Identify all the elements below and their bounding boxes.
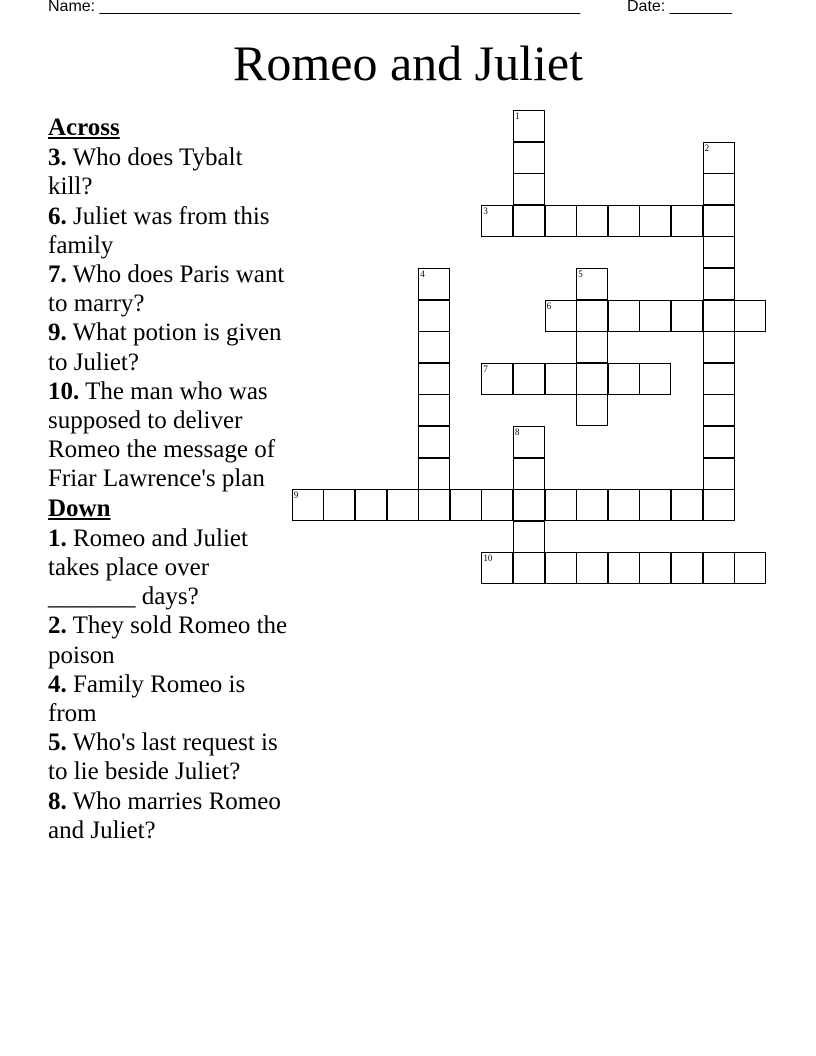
grid-cell[interactable] (576, 331, 608, 363)
grid-cell[interactable] (418, 426, 450, 458)
grid-cell[interactable] (671, 489, 703, 521)
grid-cell[interactable] (513, 142, 545, 174)
grid-cell[interactable] (671, 552, 703, 584)
name-field[interactable]: Name: ______________________________________________________ (48, 0, 581, 15)
grid-cell[interactable] (703, 331, 735, 363)
clue-number: 10. (48, 377, 80, 405)
grid-cell[interactable] (639, 363, 671, 395)
clue-text: What potion is given to Juliet? (48, 319, 282, 376)
grid-cell[interactable] (418, 394, 450, 426)
grid-cell[interactable] (576, 489, 608, 521)
grid-cell[interactable] (703, 142, 735, 174)
grid-cell[interactable] (418, 458, 450, 490)
grid-cell[interactable] (639, 552, 671, 584)
grid-cell[interactable] (513, 521, 545, 553)
down-clue (48, 728, 293, 786)
grid-cell[interactable] (545, 552, 577, 584)
grid-cell[interactable] (703, 458, 735, 490)
clue-number: 3. (48, 144, 67, 172)
grid-cell[interactable] (355, 489, 387, 521)
cell-number: 8 (515, 427, 520, 437)
grid-cell[interactable] (481, 363, 513, 395)
down-clue (48, 787, 293, 845)
cell-number: 6 (546, 300, 552, 311)
grid-cell[interactable] (639, 489, 671, 521)
clue-number: 5. (48, 729, 67, 757)
grid-cell[interactable] (576, 300, 608, 332)
grid-cell[interactable] (513, 489, 545, 521)
grid-cell[interactable] (576, 552, 608, 584)
down-clues (48, 524, 293, 845)
clue-text: Who marries Romeo and Juliet? (48, 787, 281, 844)
clue-text: They sold Romeo the poison (48, 612, 288, 669)
across-heading: Across (48, 114, 120, 141)
grid-cell[interactable] (576, 205, 608, 237)
grid-cell[interactable] (703, 173, 735, 205)
grid-cell[interactable] (545, 205, 577, 237)
grid-cell[interactable] (703, 552, 735, 584)
clue-number: 2. (48, 612, 67, 640)
grid-cell[interactable] (418, 268, 450, 300)
grid-cell[interactable] (513, 426, 545, 458)
grid-cell[interactable] (292, 489, 324, 521)
cell-number: 2 (704, 142, 710, 153)
grid-cell[interactable] (608, 363, 640, 395)
grid-cell[interactable] (418, 489, 450, 521)
grid-cell[interactable] (703, 426, 735, 458)
clue-number: 8. (48, 787, 67, 815)
grid-cell[interactable] (734, 300, 766, 332)
across-clue (48, 202, 293, 260)
grid-cell[interactable] (703, 300, 735, 332)
grid-cell[interactable] (608, 552, 640, 584)
grid-cell[interactable] (703, 363, 735, 395)
clue-number: 4. (48, 670, 67, 698)
grid-cell[interactable] (545, 300, 577, 332)
grid-cell[interactable] (608, 489, 640, 521)
cell-number: 5 (578, 269, 583, 279)
grid-cell[interactable] (418, 300, 450, 332)
grid-cell[interactable] (608, 300, 640, 332)
grid-cell[interactable] (450, 489, 482, 521)
grid-cell[interactable] (513, 363, 545, 395)
down-heading: Down (48, 494, 111, 522)
clue-text: Who does Tybalt kill? (48, 144, 243, 201)
grid-cell[interactable] (576, 394, 608, 426)
grid-cell[interactable] (545, 363, 577, 395)
grid-cell[interactable] (703, 268, 735, 300)
clue-text: Who does Paris want to marry? (48, 261, 285, 318)
clue-number: 7. (48, 261, 67, 289)
grid-cell[interactable] (481, 489, 513, 521)
grid-cell[interactable] (387, 489, 419, 521)
clue-list (48, 113, 293, 845)
grid-cell[interactable] (703, 236, 735, 268)
grid-cell[interactable] (418, 363, 450, 395)
grid-cell[interactable] (513, 173, 545, 205)
clue-text: Who's last request is to lie beside Juliet? (48, 729, 278, 786)
grid-cell[interactable] (323, 489, 355, 521)
grid-cell[interactable] (703, 205, 735, 237)
grid-cell[interactable] (513, 110, 545, 142)
grid-cell[interactable] (576, 268, 608, 300)
grid-cell[interactable] (481, 205, 513, 237)
clue-text: Family Romeo is from (48, 670, 246, 728)
cell-number: 1 (515, 111, 520, 121)
cell-number: 9 (293, 490, 299, 501)
clue-number: 6. (48, 202, 67, 230)
cell-number: 7 (483, 363, 488, 374)
down-clue (48, 524, 293, 612)
across-clues (48, 143, 293, 493)
down-clue (48, 611, 293, 669)
grid-cell[interactable] (576, 363, 608, 395)
grid-cell[interactable] (513, 205, 545, 237)
cell-number: 3 (483, 205, 488, 216)
across-clue (48, 318, 293, 376)
grid-cell[interactable] (639, 300, 671, 332)
across-clue (48, 377, 293, 494)
down-clue (48, 670, 293, 728)
grid-cell[interactable] (703, 489, 735, 521)
grid-cell[interactable] (608, 205, 640, 237)
clue-text: The man who was supposed to deliver Romeo the message of Friar Lawrence's plan (48, 377, 276, 493)
cell-number: 4 (420, 269, 425, 279)
across-clue (48, 143, 293, 201)
grid-cell[interactable] (639, 205, 671, 237)
grid-cell[interactable] (513, 552, 545, 584)
grid-cell[interactable] (703, 394, 735, 426)
clue-number: 1. (48, 524, 67, 552)
date-field[interactable]: Date: _______ (627, 0, 732, 15)
clue-number: 9. (48, 319, 67, 347)
across-clue (48, 260, 293, 318)
grid-cell[interactable] (513, 458, 545, 490)
grid-cell[interactable] (545, 489, 577, 521)
cell-number: 10 (483, 553, 493, 564)
header-line (48, 0, 748, 18)
clue-text: Juliet was from this family (48, 202, 270, 259)
grid-cell[interactable] (734, 552, 766, 584)
grid-cell[interactable] (481, 552, 513, 584)
grid-cell[interactable] (671, 300, 703, 332)
grid-cell[interactable] (671, 205, 703, 237)
grid-cell[interactable] (418, 331, 450, 363)
page-title: Romeo and Juliet (233, 35, 583, 91)
clue-text: Romeo and Juliet takes place over _______ days? (48, 524, 248, 611)
